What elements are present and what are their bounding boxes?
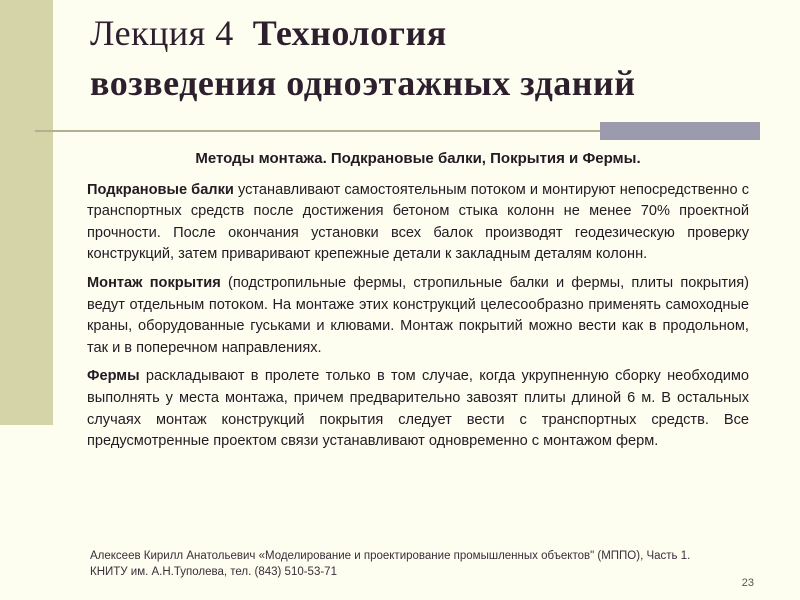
decorative-rule-box: [600, 122, 760, 140]
slide-footer: [90, 549, 750, 580]
slide-title: [90, 8, 790, 108]
paragraph-crane-beams: [87, 180, 749, 266]
paragraph-lead: Монтаж покрытия: [87, 274, 221, 291]
page-number: 23: [741, 577, 754, 589]
title-bold-line2: возведения одноэтажных зданий: [90, 63, 636, 103]
slide-content: [87, 148, 749, 460]
paragraph-text: устанавливают самостоятельным потоком и монтируют непосредственно с транспортных средств после достижения бетоном стыка колонн не менее 70% проектной прочности. После окончания установки всех балок производят геодезическую проверку конструкций, затем приваривают крепежные детали к закладным деталям колонн.: [87, 181, 749, 263]
paragraph-lead: Подкрановые балки: [87, 181, 234, 198]
slide-subtitle: Методы монтажа. Подкрановые балки, Покрытия и Фермы.: [195, 150, 641, 167]
decorative-side-bar: [0, 0, 53, 425]
footer-contact-line: КНИТУ им. А.Н.Туполева, тел. (843) 510-53-71: [90, 565, 337, 578]
paragraph-lead: Фермы: [87, 368, 140, 385]
footer-author-line: Алексеев Кирилл Анатольевич «Моделирование и проектирование промышленных объектов" (МППО), Часть 1.: [90, 550, 691, 562]
paragraph-trusses: [87, 366, 749, 452]
paragraph-text: (подстропильные фермы, стропильные балки и фермы, плиты покрытия) ведут отдельным потоком. На монтаже этих конструкций целесообразно применять самоходные краны, оборудованные гуськами и клювами. Монтаж покрытий можно вести как в продольном, так и в поперечном направлениях.: [87, 274, 749, 356]
title-bold-line1: Технология: [252, 13, 447, 53]
title-prefix: Лекция 4: [90, 13, 234, 53]
paragraph-roof-installation: [87, 273, 749, 359]
title-divider: [35, 130, 600, 132]
paragraph-text: раскладывают в пролете только в том случае, когда укрупненную сборку необходимо выполнять у места монтажа, причем предварительно завозят плиты длиной 6 м. В остальных случаях монтаж конструкций покрытия следует вести с транспортных средств. Все предусмотренные проектом связи устанавливают одновременно с монтажом ферм.: [87, 368, 749, 450]
